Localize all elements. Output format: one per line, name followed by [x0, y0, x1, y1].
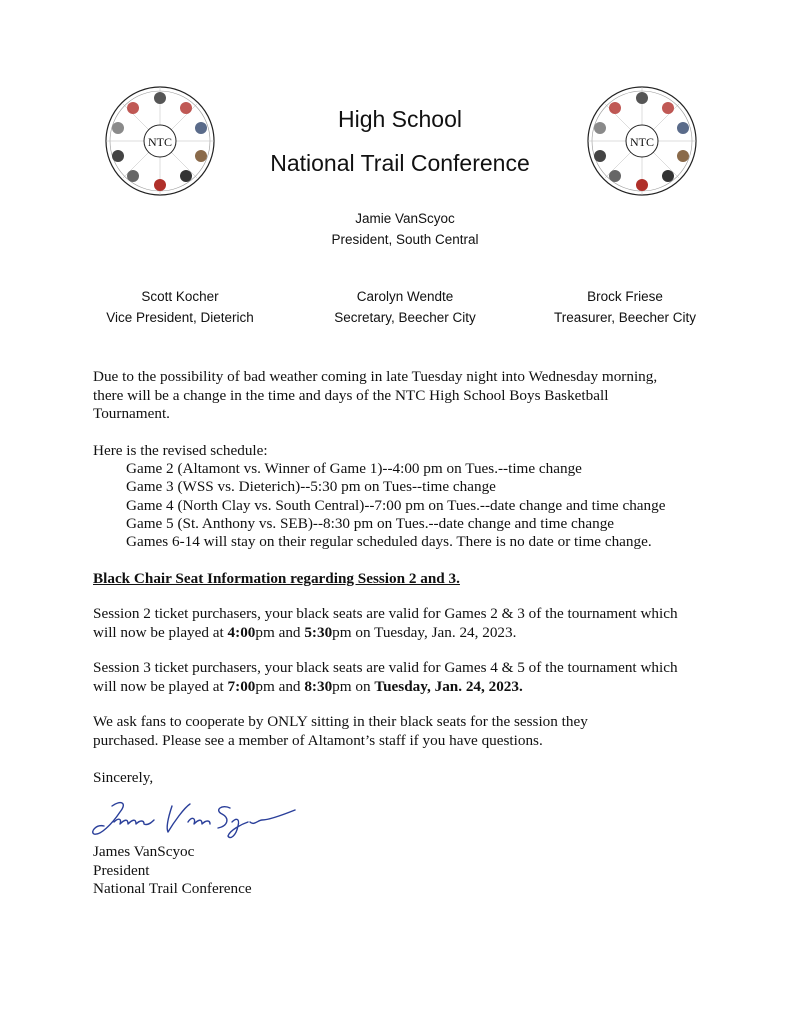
ntc-logo-left: [93, 86, 227, 196]
cooperate-line: We ask fans to cooperate by ONLY sitting in their black seats for the session they: [93, 713, 588, 730]
president-name: Jamie VanScyoc: [355, 211, 455, 226]
handwritten-signature: [90, 796, 300, 844]
time-bold: 7:00: [227, 677, 256, 695]
schedule-item: Game 2 (Altamont vs. Winner of Game 1)--4:00 pm on Tues.--time change: [126, 460, 582, 477]
session2-line: [93, 624, 713, 643]
session3-line: Session 3 ticket purchasers, your black seats are valid for Games 4 & 5 of the tournament which: [93, 659, 678, 676]
president-block: [300, 208, 510, 250]
section-heading: Black Chair Seat Information regarding Session 2 and 3.: [93, 570, 460, 587]
signer-org: National Trail Conference: [93, 880, 252, 897]
session3-line: [93, 678, 713, 697]
ntc-logo-right: [575, 86, 709, 196]
signer-title: President: [93, 861, 150, 879]
treasurer-block: [540, 286, 710, 328]
schedule-intro: Here is the revised schedule:: [93, 442, 268, 459]
schedule-item: Game 4 (North Clay vs. South Central)--7:00 pm on Tues.--date change and time change: [126, 496, 666, 514]
text-run: pm on: [332, 677, 375, 695]
text-run: pm and: [255, 677, 305, 695]
signer-block: [93, 843, 713, 899]
intro-line: Tournament.: [93, 405, 170, 422]
cooperate-paragraph: [93, 713, 713, 750]
secretary-name: Carolyn Wendte: [356, 289, 454, 304]
session2-line: Session 2 ticket purchasers, your black seats are valid for Games 2 & 3 of the tournament which: [93, 605, 678, 622]
secretary-title: Secretary, Beecher City: [334, 310, 476, 325]
president-title: President, South Central: [331, 232, 479, 247]
intro-line: there will be a change in the time and days of the NTC High School Boys Basketball: [93, 386, 609, 404]
session3-paragraph: [93, 659, 713, 696]
letterhead-title-line2: National Trail Conference: [270, 150, 530, 176]
time-bold: 8:30: [304, 677, 333, 695]
intro-line: Due to the possibility of bad weather coming in late Tuesday night into Wednesday morning,: [93, 368, 658, 385]
signer-name: James VanScyoc: [93, 843, 195, 860]
time-bold: 4:00: [227, 623, 256, 641]
session2-paragraph: [93, 605, 713, 642]
text-run: pm and: [255, 623, 305, 641]
letterhead-title-line1: High School: [337, 106, 463, 132]
text-run: will now be played at: [93, 677, 228, 695]
logo-center-text: NTC: [148, 135, 172, 149]
intro-paragraph: [93, 368, 713, 424]
treasurer-title: Treasurer, Beecher City: [553, 310, 697, 325]
text-run: will now be played at: [93, 623, 228, 641]
schedule-item: Game 5 (St. Anthony vs. SEB)--8:30 pm on Tues.--date change and time change: [126, 514, 615, 532]
schedule-list: [126, 460, 726, 551]
schedule-item: Games 6-14 will stay on their regular scheduled days. There is no date or time change.: [126, 533, 652, 551]
treasurer-name: Brock Friese: [587, 289, 663, 304]
date-bold: Tuesday, Jan. 24, 2023.: [374, 677, 523, 695]
logo-center-text: NTC: [630, 135, 654, 149]
secretary-block: [310, 286, 500, 328]
text-run: pm on Tuesday, Jan. 24, 2023.: [332, 623, 517, 641]
sign-off: Sincerely,: [93, 769, 154, 786]
vp-title: Vice President, Dieterich: [106, 310, 254, 325]
time-bold: 5:30: [304, 623, 333, 641]
schedule-item: Game 3 (WSS vs. Dieterich)--5:30 pm on Tues--time change: [126, 478, 496, 496]
cooperate-line: purchased. Please see a member of Altamont’s staff if you have questions.: [93, 731, 543, 749]
vice-president-block: [90, 286, 270, 328]
vp-name: Scott Kocher: [141, 289, 219, 304]
